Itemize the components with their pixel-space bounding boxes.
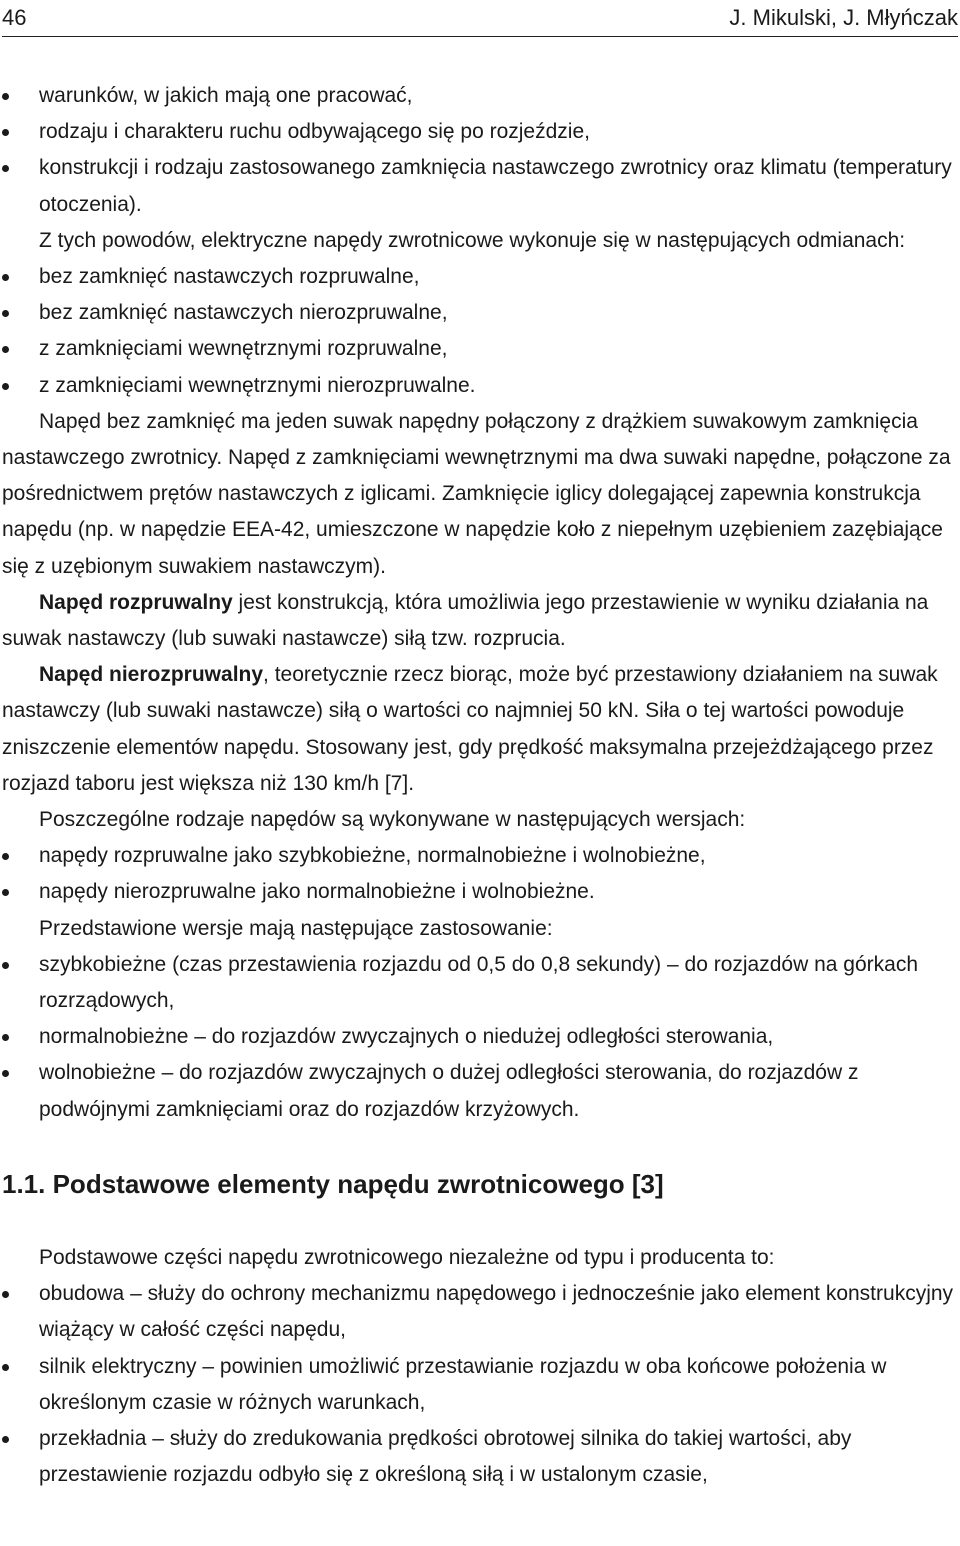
versions-list bbox=[2, 838, 958, 910]
components-list bbox=[2, 1276, 958, 1493]
term-bold: Napęd nierozpruwalny bbox=[39, 663, 264, 687]
list-item: normalnobieżne – do rozjazdów zwyczajnych o niedużej odległości sterowania, bbox=[2, 1019, 958, 1055]
paragraph: Przedstawione wersje mają następujące zastosowanie: bbox=[39, 916, 553, 940]
list-item: z zamknięciami wewnętrznymi rozpruwalne, bbox=[2, 331, 958, 367]
list-item: przekładnia – służy do zredukowania prędkości obrotowej silnika do takiej wartości, aby przestawienie rozjazdu odbyło się z określoną siłą i w ustalonym czasie, bbox=[2, 1421, 958, 1493]
list-item: rodzaju i charakteru ruchu odbywającego się po rozjeździe, bbox=[2, 114, 958, 150]
list-item: bez zamknięć nastawczych rozpruwalne, bbox=[2, 259, 958, 295]
running-title: J. Mikulski, J. Młyńczak bbox=[729, 5, 958, 30]
list-item: bez zamknięć nastawczych nierozpruwalne, bbox=[2, 295, 958, 331]
variants-list bbox=[2, 259, 958, 404]
list-item: warunków, w jakich mają one pracować, bbox=[2, 78, 958, 114]
paragraph: Poszczególne rodzaje napędów są wykonywane w następujących wersjach: bbox=[39, 808, 746, 832]
list-item: szybkobieżne (czas przestawienia rozjazdu od 0,5 do 0,8 sekundy) – do rozjazdów na górkach rozrządowych, bbox=[2, 947, 958, 1019]
body-text bbox=[2, 78, 958, 1493]
list-item: wolnobieżne – do rozjazdów zwyczajnych o dużej odległości sterowania, do rozjazdów z podwójnymi zamknięciami oraz do rozjazdów krzyżowych. bbox=[2, 1055, 958, 1127]
page-number: 46 bbox=[2, 5, 27, 30]
paragraph-text: jest konstrukcją, która umożliwia jego przestawienie w wyniku działania na suwak nastawczy (lub suwaki nastawcze) siłą tzw. rozprucia. bbox=[2, 590, 929, 651]
list-item: obudowa – służy do ochrony mechanizmu napędowego i jednocześnie jako element konstrukcyjny wiążący w całość części napędu, bbox=[2, 1276, 958, 1348]
paragraph-text: , teoretycznie rzecz biorąc, może być przestawiony działaniem na suwak nastawczy (lub suwaki nastawcze) siłą o wartości co najmniej 50 kN. Siła o tej wartości powoduje zniszczenie elementów napędu. Stosowany jest, gdy prędkość maksymalna przejeżdżającego przez rozjazd taboru jest większa niż 130 km/h [7]. bbox=[2, 663, 938, 795]
list-item: silnik elektryczny – powinien umożliwić przestawianie rozjazdu w oba końcowe położenia w określonym czasie w różnych warunkach, bbox=[2, 1349, 958, 1421]
paragraph-non-trailable bbox=[2, 657, 958, 802]
paragraph: Z tych powodów, elektryczne napędy zwrotnicowe wykonuje się w następujących odmianach: bbox=[39, 228, 906, 252]
paragraph: Napęd bez zamknięć ma jeden suwak napędny połączony z drążkiem suwakowym zamknięcia nastawczego zwrotnicy. Napęd z zamknięciami wewnętrznymi ma dwa suwaki napędne, połączone za pośrednictwem prętów nastawczych z iglicami. Zamknięcie iglicy dolegającej zapewnia konstrukcja napędu (np. w napędzie EEA-42, umieszczone w napędzie koło z niepełnym uzębieniem zazębiające się z uzębionym suwakiem nastawczym). bbox=[2, 409, 951, 578]
list-item: z zamknięciami wewnętrznymi nierozpruwalne. bbox=[2, 368, 958, 404]
paragraph: Podstawowe części napędu zwrotnicowego niezależne od typu i producenta to: bbox=[39, 1245, 775, 1269]
list-item: napędy rozpruwalne jako szybkobieżne, normalnobieżne i wolnobieżne, bbox=[2, 838, 958, 874]
section-heading: 1.1. Podstawowe elementy napędu zwrotnicowego [3] bbox=[2, 1168, 664, 1199]
conditions-list bbox=[2, 78, 958, 223]
term-bold: Napęd rozpruwalny bbox=[39, 590, 233, 614]
paragraph-trailable bbox=[2, 585, 958, 657]
list-item: napędy nierozpruwalne jako normalnobieżne i wolnobieżne. bbox=[2, 874, 958, 910]
applications-list bbox=[2, 947, 958, 1128]
list-item: konstrukcji i rodzaju zastosowanego zamknięcia nastawczego zwrotnicy oraz klimatu (temperatury otoczenia). bbox=[2, 150, 958, 222]
page-header bbox=[2, 0, 958, 37]
